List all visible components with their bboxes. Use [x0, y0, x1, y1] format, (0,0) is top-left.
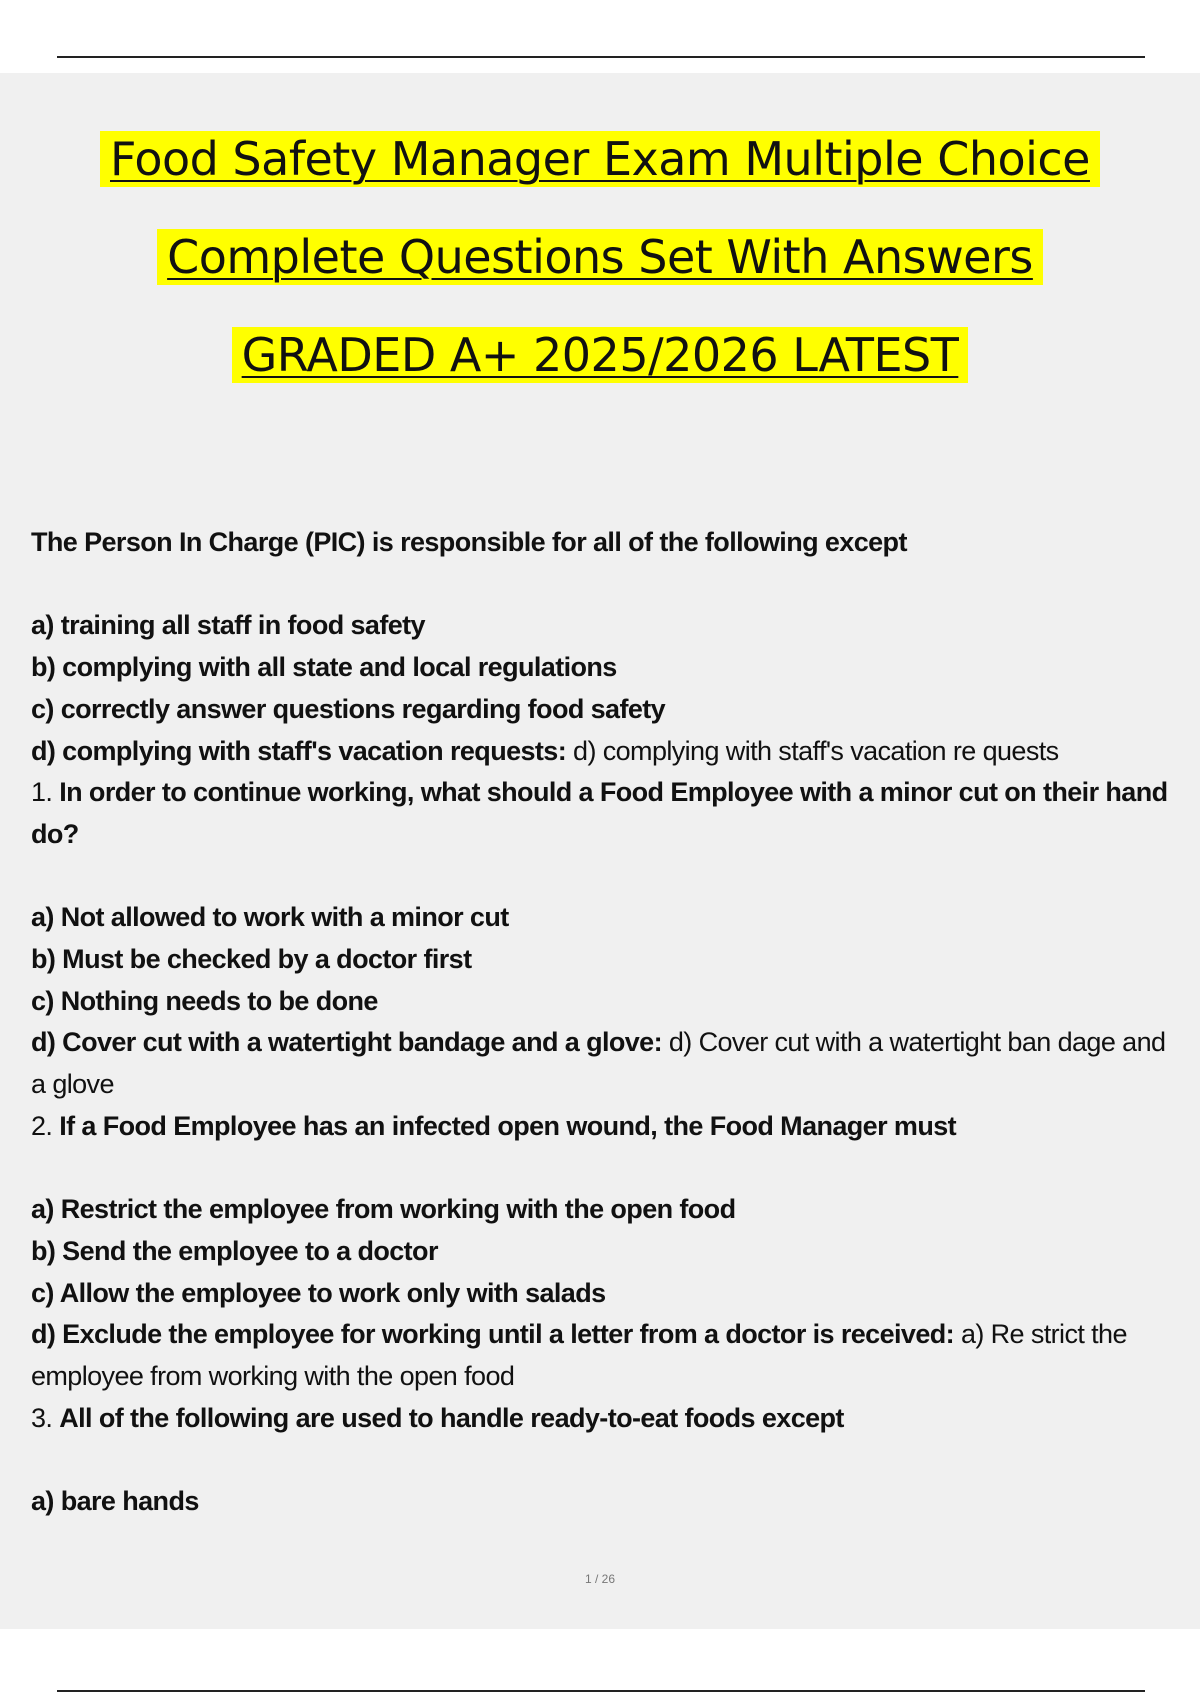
option: c) Nothing needs to be done — [31, 985, 378, 1016]
option: c) correctly answer questions regarding food safety — [31, 693, 666, 724]
question-number: 3. — [31, 1402, 53, 1433]
question-text: The Person In Charge (PIC) is responsible for all of the following except — [31, 527, 907, 557]
option: a) training all staff in food safety — [31, 610, 425, 641]
option: a) bare hands — [31, 1486, 199, 1517]
question-block — [31, 772, 1171, 1106]
title-line-1: Food Safety Manager Exam Multiple Choice — [100, 131, 1100, 187]
question-number: 1. — [31, 777, 53, 808]
option: d) complying with staff's vacation requests: — [31, 735, 567, 766]
question-block — [31, 1106, 1171, 1398]
question-text: If a Food Employee has an infected open wound, the Food Manager must — [59, 1110, 957, 1141]
option: a) Restrict the employee from working with the open food — [31, 1194, 736, 1225]
title-line-3: GRADED A+ 2025/2026 LATEST — [232, 327, 969, 383]
title-line-2: Complete Questions Set With Answers — [157, 229, 1043, 285]
option: b) Must be checked by a doctor first — [31, 944, 472, 974]
question-text: In order to continue working, what should a Food Employee with a minor cut on their hand do? — [31, 777, 1168, 849]
question-text: All of the following are used to handle ready-to-eat foods except — [59, 1402, 844, 1433]
question-list — [31, 522, 1171, 1523]
bottom-rule — [57, 1690, 1145, 1692]
question-block — [31, 1398, 1171, 1523]
option: b) Send the employee to a doctor — [31, 1235, 438, 1266]
option: d) Cover cut with a watertight bandage and a glove: — [31, 1027, 662, 1058]
answer: d) complying with staff's vacation re quests — [573, 735, 1059, 766]
question-block — [31, 522, 1171, 772]
option: b) complying with all state and local regulations — [31, 652, 617, 683]
answer: a) Re strict the employee from working with the open food — [31, 1319, 1127, 1392]
document-title — [0, 110, 1200, 404]
option: a) Not allowed to work with a minor cut — [31, 902, 509, 933]
top-rule — [57, 56, 1145, 58]
page-number: 1 / 26 — [584, 1572, 616, 1586]
option: d) Exclude the employee for working until a letter from a doctor is received: — [31, 1319, 955, 1350]
answer: d) Cover cut with a watertight ban dage and a glove — [31, 1027, 1166, 1100]
option: c) Allow the employee to work only with salads — [31, 1277, 606, 1308]
question-number: 2. — [31, 1110, 53, 1141]
